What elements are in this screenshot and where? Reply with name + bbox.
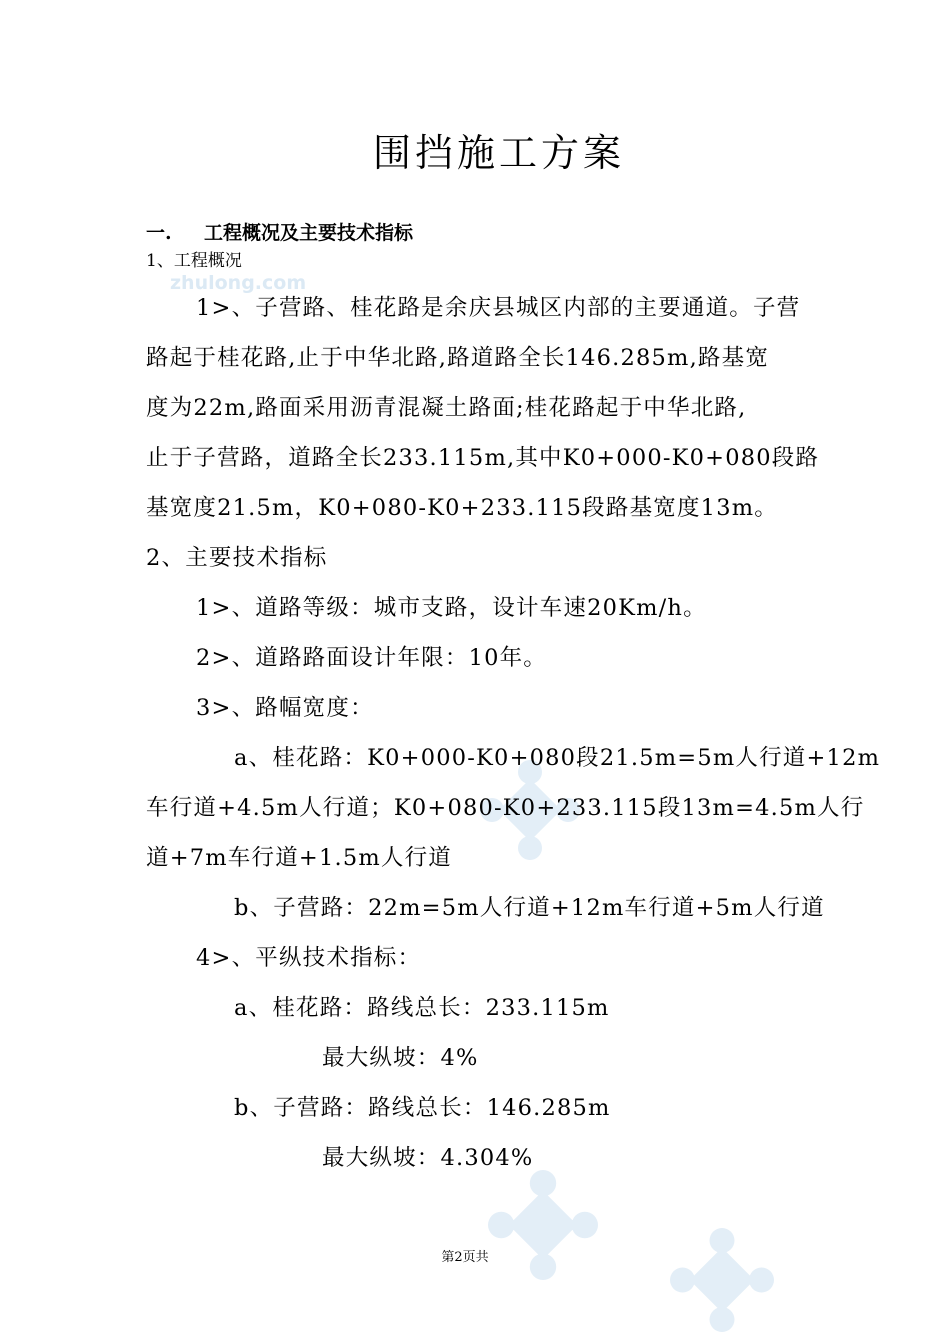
list-item: a、桂花路：K0+000-K0+080段21.5m=5m人行道+12m — [234, 745, 881, 771]
list-item: 车行道+4.5m人行道；K0+080-K0+233.115段13m=4.5m人行 — [146, 795, 865, 821]
paragraph-line: 度为22m,路面采用沥青混凝土路面;桂花路起于中华北路, — [146, 395, 747, 421]
list-item: 道+7m车行道+1.5m人行道 — [146, 845, 452, 871]
subsection-heading-indicators: 2、主要技术指标 — [146, 545, 328, 571]
list-item: 最大纵坡：4.304% — [322, 1145, 534, 1171]
list-item: 4>、平纵技术指标： — [196, 945, 422, 971]
subsection-heading-overview: 1、工程概况 — [146, 251, 242, 271]
section-number: 一. — [146, 222, 172, 244]
paragraph-line: 止于子营路，道路全长233.115m,其中K0+000-K0+080段路 — [146, 445, 820, 471]
page-footer: 第2页共 — [441, 1250, 489, 1265]
page-title: 围挡施工方案 — [372, 131, 625, 175]
list-item: 2>、道路路面设计年限：10年。 — [196, 645, 547, 671]
list-item: b、子营路：22m=5m人行道+12m车行道+5m人行道 — [234, 895, 825, 921]
list-item: 1>、道路等级：城市支路，设计车速20Km/h。 — [196, 595, 707, 621]
list-item: b、子营路：路线总长：146.285m — [234, 1095, 611, 1121]
section-heading — [146, 218, 413, 245]
list-item: 最大纵坡：4% — [322, 1045, 479, 1071]
list-item: a、桂花路：路线总长：233.115m — [234, 995, 610, 1021]
watermark-logo — [670, 1228, 774, 1332]
paragraph-line: 基宽度21.5m，K0+080-K0+233.115段路基宽度13m。 — [146, 495, 778, 521]
watermark-text: zhulong.com — [170, 272, 307, 294]
section-heading-text: 工程概况及主要技术指标 — [204, 222, 414, 244]
list-item: 3>、路幅宽度： — [196, 695, 374, 721]
paragraph-line: 1>、子营路、桂花路是余庆县城区内部的主要通道。子营 — [196, 295, 801, 321]
paragraph-line: 路起于桂花路,止于中华北路,路道路全长146.285m,路基宽 — [146, 345, 770, 371]
